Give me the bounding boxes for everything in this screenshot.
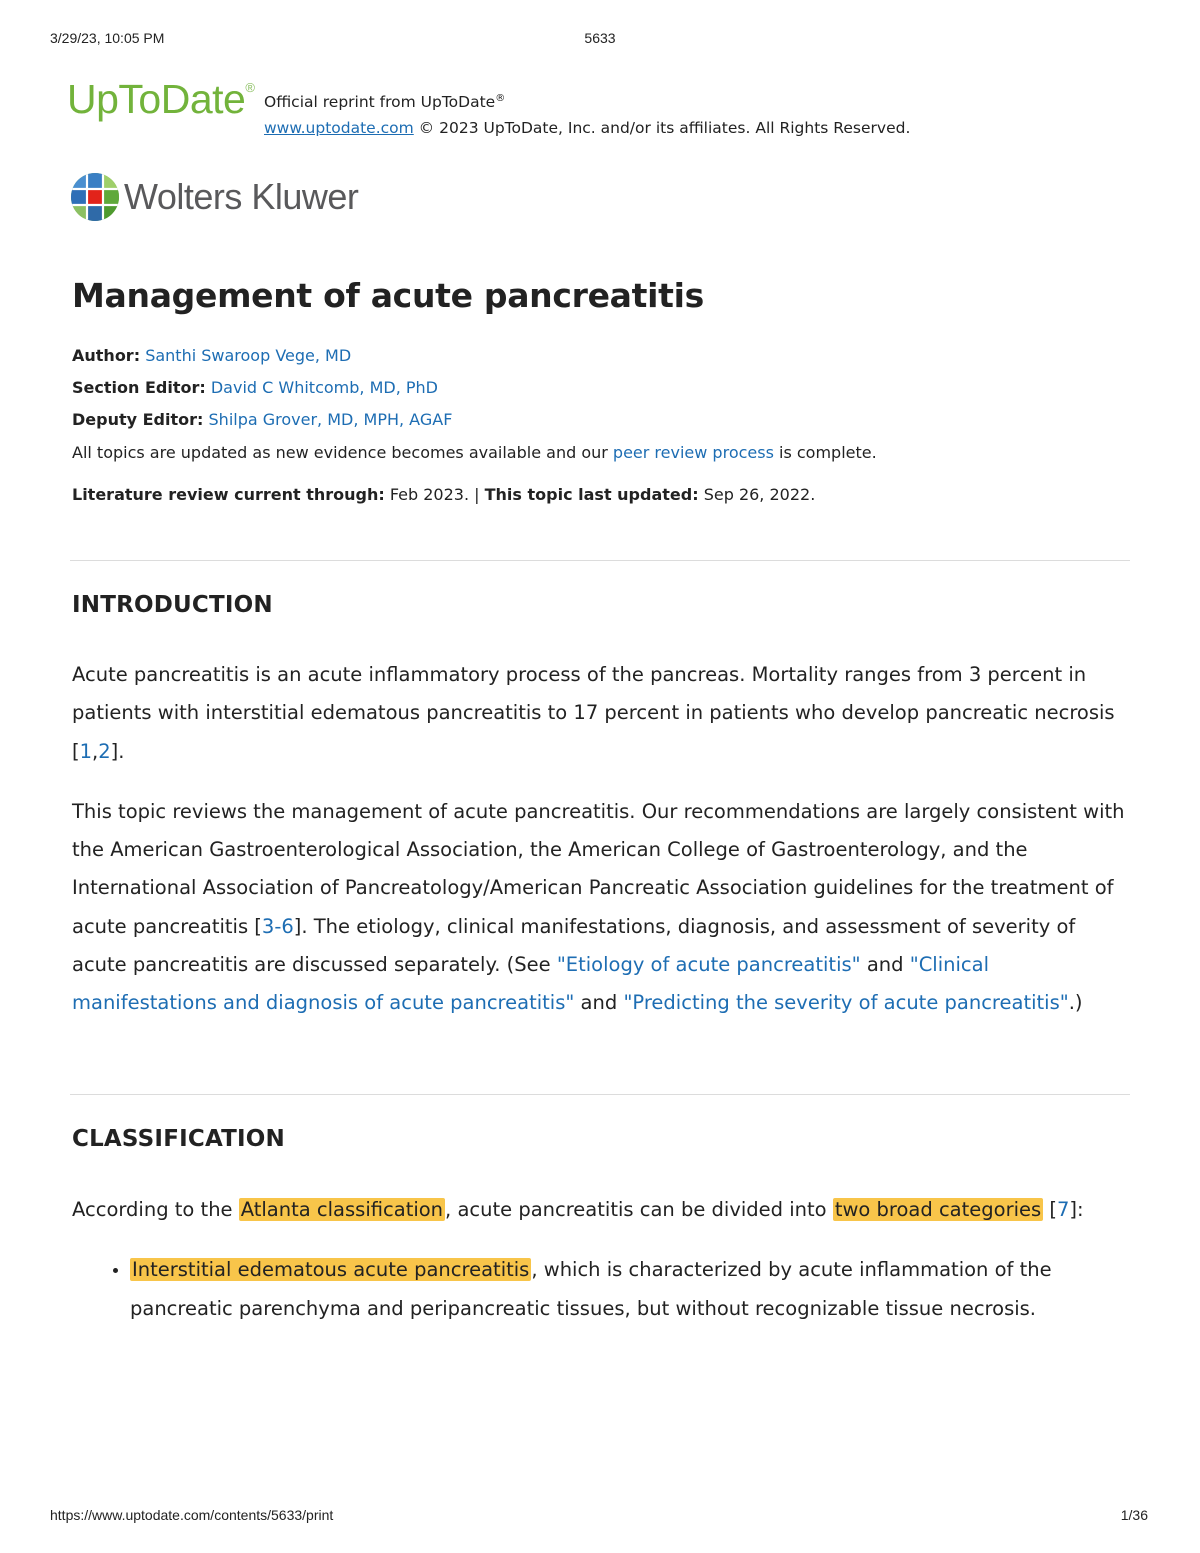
uptodate-logo[interactable] <box>67 76 254 123</box>
highlight-atlanta: Atlanta classification <box>240 1198 444 1221</box>
review-dates <box>72 482 1132 508</box>
print-doc-id: 5633 <box>584 30 616 46</box>
highlight-interstitial: Interstitial edematous acute pancreatitis <box>132 1258 530 1282</box>
deputy-editor-link[interactable]: Shilpa Grover, MD, MPH, AGAF <box>208 410 453 429</box>
intro-p1-text: Acute pancreatitis is an acute inflammatory process of the pancreas. Mortality ranges from 3 percent in patients with interstitial edematous pancreatitis to 17 percent in patients who develop pancreatic necrosis [ <box>72 663 1115 763</box>
reference-2-link[interactable]: 2 <box>98 739 111 763</box>
highlight-two-broad-categories: two broad categories <box>834 1198 1042 1221</box>
classification-heading: CLASSIFICATION <box>72 1126 286 1152</box>
etiology-topic-link[interactable]: "Etiology of acute pancreatitis" <box>556 953 861 977</box>
uptodate-logo-text: UpToDate <box>67 76 246 122</box>
divider <box>70 560 1130 561</box>
ref-close: ]. <box>110 739 125 763</box>
reference-3-6-link[interactable]: 3-6 <box>261 914 294 938</box>
update-note <box>72 440 1132 466</box>
print-footer <box>0 1507 1200 1527</box>
reprint-notice <box>264 86 910 141</box>
divider <box>70 1094 1130 1095</box>
copyright-text: © 2023 UpToDate, Inc. and/or its affiliates. All Rights Reserved. <box>413 119 911 138</box>
update-note-text: All topics are updated as new evidence becomes available and our <box>72 443 613 462</box>
intro-p2-mid: ]. The etiology, clinical manifestations, diagnosis, and assessment of severity of acute pancreatitis are discussed separately. (See <box>72 914 1076 977</box>
article-contributors <box>72 340 1132 436</box>
section-editor-link[interactable]: David C Whitcomb, MD, PhD <box>210 378 438 397</box>
predicting-severity-topic-link[interactable]: "Predicting the severity of acute pancreatitis" <box>623 991 1069 1015</box>
page-number: 1/36 <box>1120 1507 1148 1523</box>
class-p1-pre: According to the <box>72 1198 239 1221</box>
classification-list <box>72 1251 1132 1328</box>
print-datetime: 3/29/23, 10:05 PM <box>50 30 165 46</box>
reference-1-link[interactable]: 1 <box>79 739 93 763</box>
and-text: and <box>574 991 624 1015</box>
bullet-1-text: , which is characterized by acute inflammation of the pancreatic parenchyma and peripancreatic tissues, but without recognizable tissue necrosis. <box>130 1258 1052 1320</box>
registered-mark: ® <box>495 93 506 104</box>
section-editor-label: Section Editor: <box>72 378 206 397</box>
author-link[interactable]: Santhi Swaroop Vege, MD <box>145 346 352 365</box>
introduction-paragraph-2 <box>72 793 1132 1023</box>
intro-p2-end: .) <box>1068 991 1083 1015</box>
update-note-end: is complete. <box>773 443 877 462</box>
article-header <box>72 276 1132 508</box>
reprint-line: Official reprint from UpToDate <box>264 93 496 112</box>
ref-comma: , <box>92 739 99 763</box>
class-p1-end: ]: <box>1069 1198 1084 1221</box>
print-header <box>0 30 1200 50</box>
introduction-heading: INTRODUCTION <box>72 592 273 618</box>
introduction-section <box>72 592 1132 1023</box>
article-title: Management of acute pancreatitis <box>72 276 704 315</box>
wolters-kluwer-mark-icon <box>70 172 120 222</box>
separator: | <box>469 485 485 504</box>
uptodate-link[interactable]: www.uptodate.com <box>264 119 414 138</box>
lit-review-value: Feb 2023. <box>384 485 470 504</box>
intro-p2-text: This topic reviews the management of acute pancreatitis. Our recommendations are largely consistent with the American Gastroenterological Association, the American College of Gastroenterology, and the International Association of Pancreatology/American Pancreatic Association guidelines for the treatment of acute pancreatitis [ <box>72 799 1125 938</box>
last-updated-value: Sep 26, 2022. <box>698 485 816 504</box>
print-url: https://www.uptodate.com/contents/5633/print <box>50 1507 334 1523</box>
lit-review-label: Literature review current through: <box>72 485 385 504</box>
deputy-editor-label: Deputy Editor: <box>72 410 204 429</box>
peer-review-link[interactable]: peer review process <box>612 443 774 462</box>
class-p1-mid: , acute pancreatitis can be divided into <box>445 1198 833 1221</box>
ref-open: [ <box>1043 1198 1057 1221</box>
wolters-kluwer-text: Wolters Kluwer <box>124 176 359 217</box>
classification-section <box>72 1126 1132 1328</box>
introduction-paragraph-1 <box>72 656 1132 771</box>
reference-7-link[interactable]: 7 <box>1056 1198 1070 1221</box>
wolters-kluwer-logo <box>70 172 358 222</box>
author-label: Author: <box>72 346 141 365</box>
classification-paragraph <box>72 1191 1132 1229</box>
last-updated-label: This topic last updated: <box>484 485 699 504</box>
and-text: and <box>860 953 910 977</box>
list-item <box>130 1251 1132 1328</box>
clinical-manifestations-topic-link[interactable]: "Clinical manifestations and diagnosis of acute pancreatitis" <box>72 953 990 1015</box>
uptodate-logo-mark: ® <box>245 80 255 96</box>
